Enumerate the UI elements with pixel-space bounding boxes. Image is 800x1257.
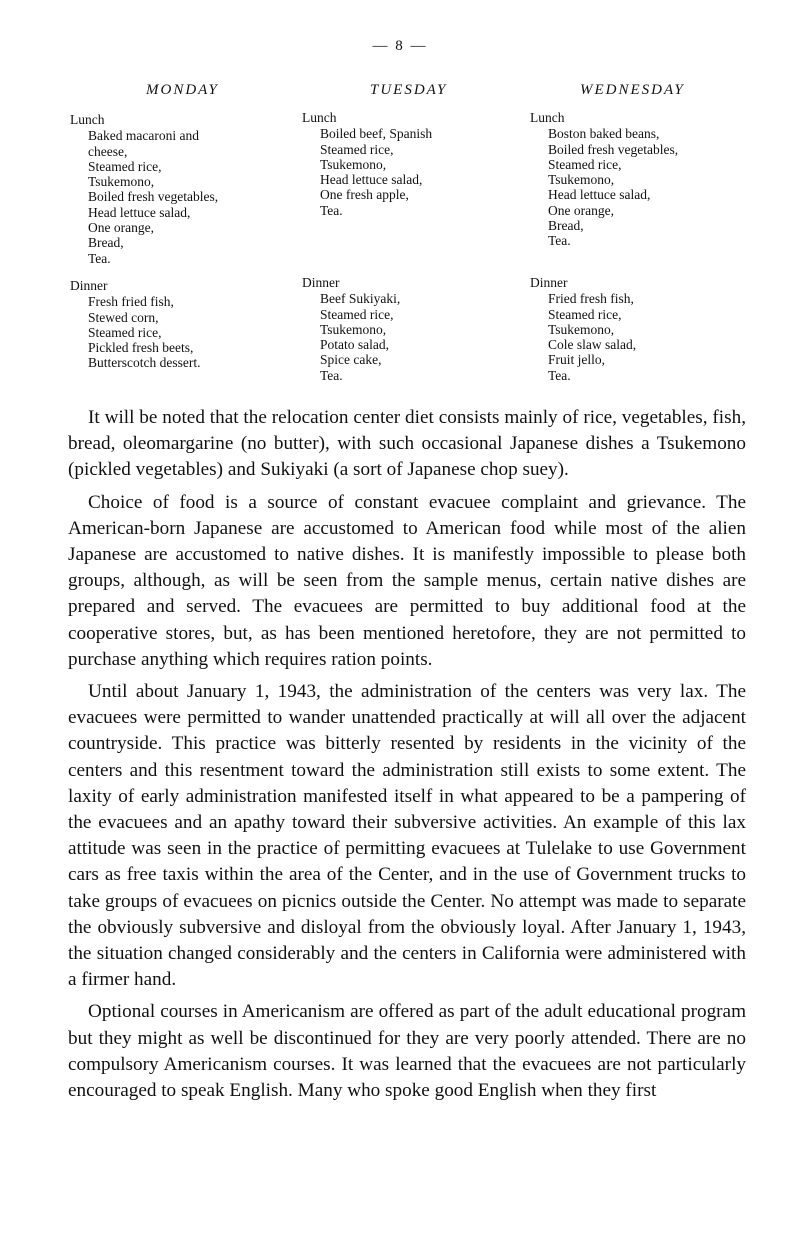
day-header-wednesday: WEDNESDAY xyxy=(580,82,685,98)
lunch-list xyxy=(320,126,432,218)
menu-column-wednesday xyxy=(530,110,678,249)
menu-item: Head lettuce salad, xyxy=(548,187,651,203)
menu-item: Tea. xyxy=(548,233,571,249)
menu-item: Cole slaw salad, xyxy=(548,337,637,353)
menu-column-monday xyxy=(70,112,218,266)
dinner-label: Dinner xyxy=(70,278,108,293)
menu-item: Fried fresh fish, xyxy=(548,291,634,307)
menu-item: cheese, xyxy=(88,143,128,159)
menu-item: Boiled fresh vegetables, xyxy=(548,141,679,157)
menu-item: One orange, xyxy=(88,220,154,236)
day-header-monday: MONDAY xyxy=(146,82,219,98)
menu-item: One fresh apple, xyxy=(320,187,409,203)
menu-item: Tsukemono, xyxy=(320,156,387,172)
dinner-list xyxy=(320,291,400,383)
menu-item: Tea. xyxy=(320,202,343,218)
menu-item: Fruit jello, xyxy=(548,352,605,368)
day-header-tuesday: TUESDAY xyxy=(370,82,448,98)
menu-column-wednesday-dinner xyxy=(530,275,636,383)
lunch-label: Lunch xyxy=(70,112,105,127)
menu-item: Boiled beef, Spanish xyxy=(320,126,433,142)
menu-item: One orange, xyxy=(548,202,614,218)
menu-item: Butterscotch dessert. xyxy=(88,355,201,371)
lunch-label: Lunch xyxy=(302,110,337,125)
menu-item: Head lettuce salad, xyxy=(88,204,191,220)
menu-item: Pickled fresh beets, xyxy=(88,340,194,356)
menu-item: Tsukemono, xyxy=(88,174,155,190)
lunch-list xyxy=(88,128,218,266)
paragraph-americanism: Optional courses in Americanism are offered as part of the adult educational program but they might as well be discontinued for they are very poorly attended. There are no compulsory Americanism courses. It was learned that the evacuees are not particularly encouraged to speak English. Many who spoke good English when they first xyxy=(68,1001,746,1102)
menu-item: Steamed rice, xyxy=(320,141,394,157)
lunch-label: Lunch xyxy=(530,110,565,125)
menu-item: Bread, xyxy=(88,235,124,251)
menu-item: Spice cake, xyxy=(320,352,382,368)
menu-item: Tsukemono, xyxy=(320,321,387,337)
menu-item: Tsukemono, xyxy=(548,172,615,188)
dinner-list xyxy=(548,291,636,383)
paragraph-administration: Until about January 1, 1943, the administration of the centers was very lax. The evacuees were permitted to wander unattended practically at will all over the adjacent countryside. This practice was bitterly resented by residents in the vicinity of the centers and this resentment toward the administration still exists to some extent. The laxity of early administration manifested itself in what appeared to be a pampering of the evacuees and an apathy toward their subversive activities. An example of this lax attitude was seen in the practice of permitting evacuees at Tulelake to use Government cars as free taxis within the area of the Center, and in the use of Government trucks to take groups of evacuees on picnics outside the Center. No attempt was made to separate the obviously subversive and disloyal from the obviously loyal. After January 1, 1943, the situation changed considerably and the centers in California were administered with a firmer hand. xyxy=(68,681,746,991)
menu-item: Fresh fried fish, xyxy=(88,294,174,310)
menu-column-tuesday-dinner xyxy=(302,275,400,383)
menu-item: Baked macaroni and xyxy=(88,128,199,144)
menu-item: Potato salad, xyxy=(320,337,389,353)
dinner-label: Dinner xyxy=(302,275,340,290)
menu-item: Boston baked beans, xyxy=(548,126,660,142)
page-number: — 8 — xyxy=(372,38,428,54)
menu-item: Beef Sukiyaki, xyxy=(320,291,401,307)
menu-item: Tea. xyxy=(548,367,571,383)
menu-item: Head lettuce salad, xyxy=(320,172,423,188)
menu-item: Stewed corn, xyxy=(88,309,159,325)
dinner-label: Dinner xyxy=(530,275,568,290)
menu-item: Steamed rice, xyxy=(548,306,622,322)
menu-column-tuesday xyxy=(302,110,432,218)
paragraph-food-choice: Choice of food is a source of constant evacuee complaint and grievance. The American-born Japanese are accustomed to American food while most of the alien Japanese are accustomed to native dishes. It is manifestly impossible to please both groups, although, as will be seen from the sample menus, certain native dishes are prepared and served. The evacuees are permitted to buy additional food at the cooperative stores, but, as has been mentioned heretofore, they are not permitted to purchase anything which requires ration points. xyxy=(68,491,746,670)
menu-item: Steamed rice, xyxy=(88,324,162,340)
menu-column-monday-dinner xyxy=(70,278,200,371)
menu-item: Steamed rice, xyxy=(548,156,622,172)
menu-item: Tsukemono, xyxy=(548,321,615,337)
menu-item: Tea. xyxy=(320,367,343,383)
dinner-list xyxy=(88,294,200,370)
menu-item: Tea. xyxy=(88,250,111,266)
menu-item: Boiled fresh vegetables, xyxy=(88,189,219,205)
menu-item: Bread, xyxy=(548,218,584,234)
menu-item: Steamed rice, xyxy=(320,306,394,322)
paragraph-diet: It will be noted that the relocation center diet consists mainly of rice, vegetables, fish, bread, oleomargarine (no butter), with such occasional Japanese dishes a Tsukemono (pickled vegetables) and Sukiyaki (a sort of Japanese chop suey). xyxy=(68,407,746,481)
menu-item: Steamed rice, xyxy=(88,158,162,174)
lunch-list xyxy=(548,126,678,248)
body-text xyxy=(68,405,746,1104)
